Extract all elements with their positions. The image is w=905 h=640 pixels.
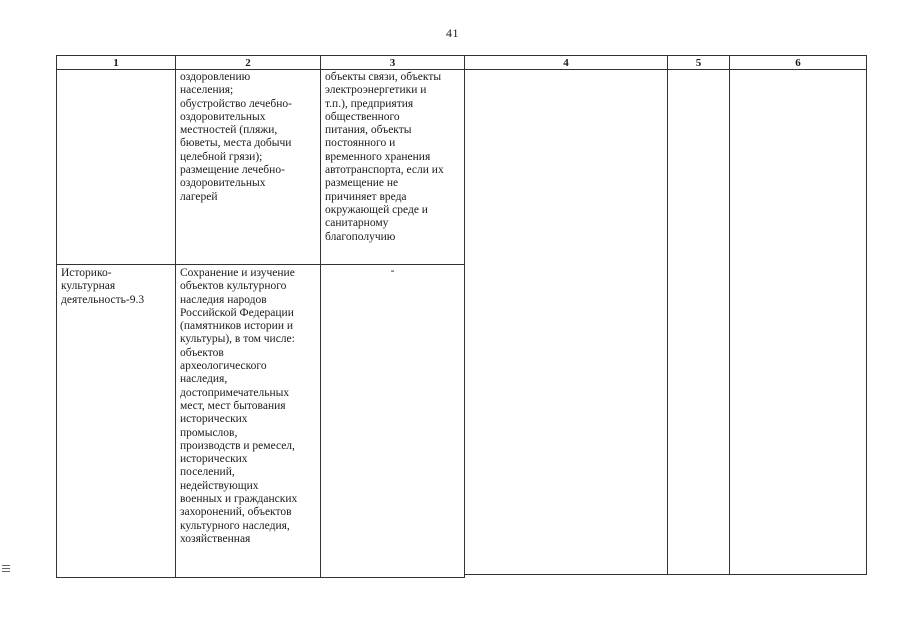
table-bottom-border-right [465,574,867,575]
column-header-5: 5 [695,57,702,69]
table-cell-r2-c2: Сохранение и изучение объектов культурного наследия народов Российской Федерации (памятников истории и культуры), в том числе: объектов археологического наследия, достопримечательных мест, мест бытования исторических промыслов, производств и ремесел, исторических поселений, недействующих военных и гражданских захоронений, объектов культурного наследия, хозяйственная [180,267,298,545]
column-header-6: 6 [795,57,801,69]
column-border-1 [175,55,176,578]
table-top-border [56,55,867,56]
table-cell-r1-c3: объекты связи, объекты электроэнергетики и т.п.), предприятия общественного питания, объекты постоянного и временного хранения автотранспорта, если их размещение не причиняет вреда окружающей среде и санитарному благополучию [325,71,444,243]
column-border-2 [320,55,321,578]
column-border-0 [56,55,57,578]
column-border-4 [667,55,668,575]
column-border-3 [464,55,465,578]
margin-scan-mark [2,565,10,575]
column-header-1: 1 [113,57,119,69]
page-number: 41 [446,26,459,40]
table-cell-r2-c3: - [390,265,395,277]
column-border-5 [729,55,730,575]
column-header-3: 3 [389,57,396,69]
column-border-6 [866,55,867,575]
table-bottom-border-left [56,577,465,578]
table-cell-r2-c1: Историко- культурная деятельность-9.3 [61,267,145,306]
table-cell-r1-c2: оздоровлению населения; обустройство лечебно- оздоровительных местностей (пляжи, бюветы, места добычи целебной грязи); размещение лечебно- оздоровительных лагерей [180,71,292,203]
column-header-2: 2 [245,57,251,69]
column-header-4: 4 [563,57,569,69]
header-bottom-border [56,69,867,70]
